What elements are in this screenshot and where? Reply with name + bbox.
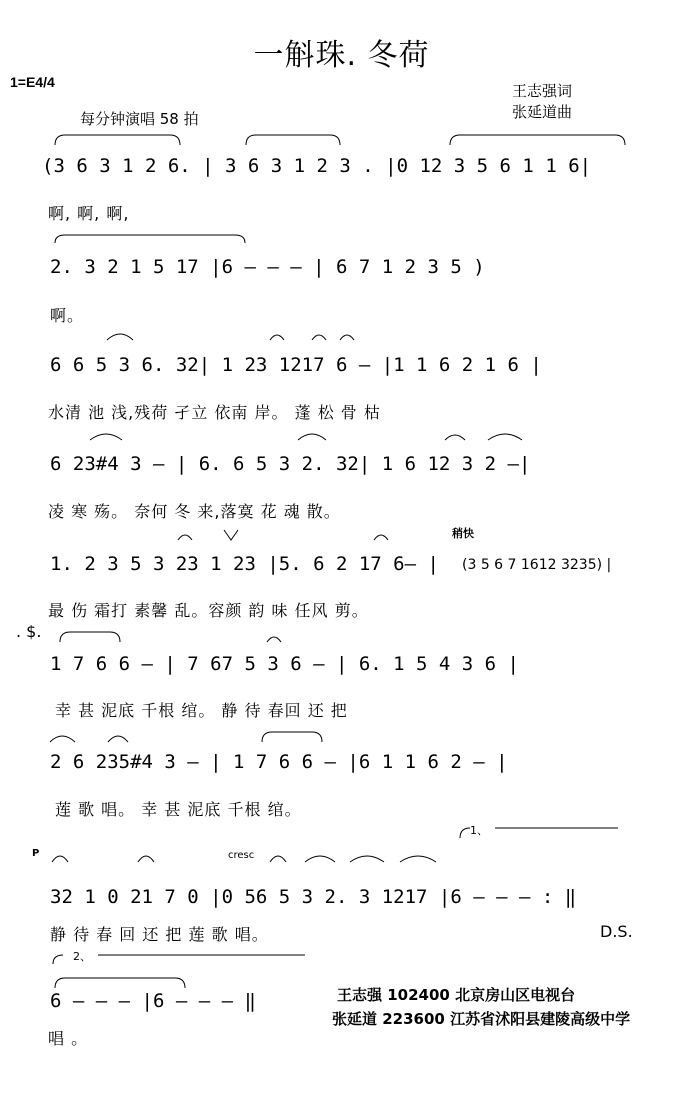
notation-line-1: (3 6 3 1 2 6. | 3 6 3 1 2 3 . |0 12 3 5 6 1 1 6| [42, 155, 592, 177]
tie-mark [488, 434, 522, 440]
tempo-note: 每分钟演唱 58 拍 [80, 110, 199, 128]
tie-mark [312, 335, 326, 340]
tie-mark [138, 856, 154, 862]
contact-lyricist: 王志强 102400 北京房山区电视台 [337, 986, 576, 1004]
tie-mark [340, 335, 354, 340]
ending-2-label: 2、 [73, 950, 91, 963]
tie-mark [267, 637, 281, 642]
lyrics-line-2: 啊。 [50, 306, 85, 325]
ending-bracket [460, 828, 470, 838]
lyrics-line-5: 最 伤 霜打 素馨 乱。容颜 韵 味 任风 剪。 [48, 601, 369, 620]
slur-mark [60, 632, 120, 642]
key-signature: 1=E4/4 [10, 74, 55, 90]
tie-mark [107, 334, 133, 340]
composer-credit: 张延道曲 [512, 103, 573, 121]
contact-composer: 张延道 223600 江苏省沭阳县建陵高级中学 [332, 1010, 631, 1028]
tie-mark [298, 434, 326, 440]
lyrics-line-7: 莲 歌 唱。 幸 甚 泥底 千根 绾。 [55, 800, 302, 819]
notation-line-3: 6 6 5 3 6. 32| 1 23 1217 6 — |1 1 6 2 1 6 | [50, 354, 542, 376]
notation-line-2: 2. 3 2 1 5 17 |6 — — — | 6 7 1 2 3 5 ) [50, 256, 485, 278]
dynamic-cresc: cresc [228, 850, 255, 861]
tie-mark [270, 335, 284, 340]
lyrics-line-1: 啊, 啊, 啊, [48, 204, 130, 223]
tie-mark [445, 435, 465, 440]
interlude-notes: (3 5 6 7 1612 3235) | [462, 557, 612, 573]
tie-mark [305, 856, 335, 862]
slur-mark [246, 135, 340, 145]
lyrics-line-3: 水清 池 浅,残荷 孑立 依南 岸。 蓬 松 骨 枯 [48, 403, 381, 422]
tie-mark [52, 856, 68, 862]
ds-mark: D.S. [600, 922, 633, 941]
slur-mark [55, 235, 245, 243]
notation-line-6: 1 7 6 6 — | 7 67 5 3 6 — | 6. 1 5 4 3 6 | [50, 653, 519, 675]
ending-1-label: 1、 [470, 824, 488, 837]
tie-mark [350, 856, 384, 862]
tie-mark [270, 856, 286, 862]
lyrics-line-4: 凌 寒 殇。 奈何 冬 来,落寞 花 魂 散。 [48, 502, 341, 521]
notation-line-9: 6 — — — |6 — — — ‖ [50, 990, 256, 1012]
tie-mark [400, 856, 436, 862]
lyricist-credit: 王志强词 [512, 82, 573, 100]
page-title: 一斛珠. 冬荷 [253, 38, 430, 73]
tie-mark [90, 434, 122, 440]
slur-mark [55, 135, 180, 145]
tie-mark [374, 535, 388, 540]
tie-mark [178, 535, 192, 540]
notation-line-7: 2 6 235#4 3 — | 1 7 6 6 — |6 1 1 6 2 — | [50, 751, 508, 773]
tie-mark [108, 736, 128, 742]
lyrics-line-9: 唱 。 [48, 1029, 89, 1048]
notation-line-8: 32 1 0 21 7 0 |0 56 5 3 2. 3 1217 |6 — — — : ‖ [50, 886, 577, 908]
tempo-change: 稍快 [452, 527, 474, 540]
notation-line-5: 1. 2 3 5 3 23 1 23 |5. 6 2 17 6— | [50, 553, 439, 575]
slur-mark [450, 135, 625, 145]
tie-mark [50, 736, 75, 742]
ending-bracket [53, 955, 63, 964]
lyrics-line-8: 静 待 春 回 还 把 莲 歌 唱。 [50, 925, 269, 944]
breath-mark [224, 530, 238, 540]
slur-mark [262, 732, 322, 742]
dynamic-p: P [32, 848, 40, 859]
lyrics-line-6: 幸 甚 泥底 千根 绾。 静 待 春回 还 把 [55, 701, 348, 720]
segno-sign: . $. [16, 622, 42, 641]
slur-mark [55, 978, 185, 988]
notation-line-4: 6 23#4 3 — | 6. 6 5 3 2. 32| 1 6 12 3 2 —| [50, 453, 531, 475]
